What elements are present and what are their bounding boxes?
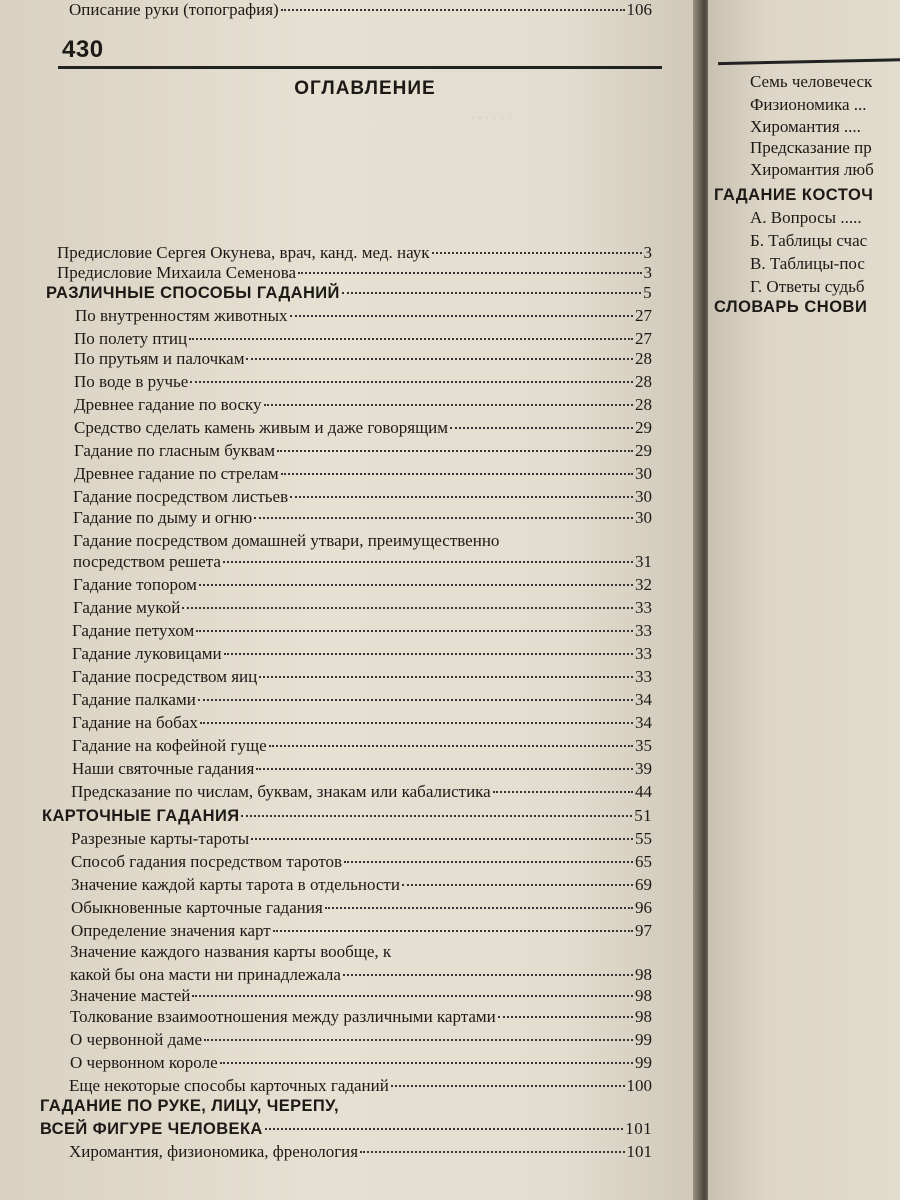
dot-leader (298, 272, 641, 274)
toc-entry-page: 33 (635, 667, 652, 686)
toc-entry-title: Толкование взаимоотношения между различными картами (70, 1007, 496, 1026)
toc-entry-title: Гадание на кофейной гуще (72, 736, 267, 755)
toc-row (71, 829, 652, 849)
toc-row (75, 306, 652, 326)
toc-entry-page: 30 (635, 464, 652, 483)
toc-row (71, 875, 652, 895)
toc-entry-page: 5 (643, 283, 652, 302)
toc-entry-page: 101 (626, 1142, 652, 1161)
toc-row (71, 852, 652, 872)
toc-entry-page: 51 (634, 806, 652, 825)
toc-entry-title: Гадание по дыму и огню (73, 508, 253, 527)
toc-entry-page: 31 (635, 552, 652, 571)
toc-row: Б. Таблицы счас (750, 231, 868, 250)
toc-row: В. Таблицы-пос (750, 254, 865, 273)
toc-row (72, 621, 652, 641)
toc-entry-page: 28 (635, 395, 652, 414)
toc-entry-title: Гадание мукой (73, 598, 181, 617)
toc-row (74, 418, 652, 438)
toc-entry-title: Значение каждого названия карты вообще, к (70, 942, 392, 961)
toc-section-row (46, 283, 652, 303)
page-number: 430 (62, 36, 104, 63)
toc-entry-title: О червонной даме (70, 1030, 203, 1049)
toc-entry-page: 35 (635, 736, 652, 755)
dot-leader (432, 252, 642, 254)
toc-row: Предсказание пр (750, 138, 872, 157)
toc-entry-page: 33 (635, 598, 652, 617)
dot-leader (246, 358, 633, 360)
toc-entry-page: 98 (635, 986, 652, 1005)
toc-row (70, 1030, 652, 1050)
dot-leader (196, 630, 633, 632)
dot-leader (198, 699, 633, 701)
toc-row: А. Вопросы ..... (750, 208, 862, 227)
toc-entry-page: 97 (635, 921, 652, 940)
toc-entry-title: ВСЕЙ ФИГУРЕ ЧЕЛОВЕКА (40, 1120, 263, 1138)
dot-leader (189, 338, 633, 340)
toc-row: Хиромантия люб (750, 160, 874, 179)
toc-row (73, 487, 652, 507)
toc-entry-title: О червонном короле (70, 1053, 218, 1072)
dot-leader (450, 427, 633, 429)
toc-entry-title: По внутренностям животных (75, 306, 288, 325)
toc-row (74, 349, 652, 369)
toc-entry-page: 98 (635, 1007, 652, 1026)
toc-entry-title: Древнее гадание по воску (74, 395, 262, 414)
toc-row (72, 667, 652, 687)
dot-leader (281, 473, 633, 475)
dot-leader (190, 381, 633, 383)
toc-row (69, 1076, 652, 1096)
toc-entry-title: КАРТОЧНЫЕ ГАДАНИЯ (42, 807, 240, 825)
toc-entry-page: 106 (626, 0, 652, 19)
dot-leader (290, 315, 633, 317)
dot-leader (224, 653, 633, 655)
toc-entry-page: 29 (635, 418, 652, 437)
toc-entry-page: 29 (635, 441, 652, 460)
toc-entry-title: Гадание посредством яиц (72, 667, 258, 686)
header-rule (718, 58, 900, 65)
dot-leader (251, 838, 633, 840)
dot-leader (269, 745, 633, 747)
toc-row (72, 736, 652, 756)
toc-row (72, 644, 652, 664)
toc-entry-page: 99 (635, 1030, 652, 1049)
toc-row (74, 464, 652, 484)
toc-entry-page: 27 (635, 329, 652, 348)
dot-leader (254, 517, 633, 519)
toc-entry-title: По воде в ручье (74, 372, 189, 391)
right-page (708, 0, 900, 1200)
dot-leader (290, 496, 633, 498)
toc-entry-title: Хиромантия, физиономика, френология (69, 1142, 359, 1161)
toc-entry-title: По полету птиц (74, 329, 188, 348)
dot-leader (343, 974, 633, 976)
toc-entry-page: 3 (643, 243, 652, 262)
toc-entry-title: Древнее гадание по стрелам (74, 464, 279, 483)
toc-entry-title: Гадание топором (73, 575, 197, 594)
toc-row (74, 329, 652, 349)
toc-entry-page: 39 (635, 759, 652, 778)
toc-entry-title: По прутьям и палочкам (74, 349, 245, 368)
toc-entry-title: РАЗЛИЧНЫЕ СПОСОБЫ ГАДАНИЙ (46, 284, 340, 302)
toc-section-row (42, 806, 652, 826)
dot-leader (223, 561, 633, 563)
dot-leader (220, 1062, 633, 1064)
toc-row (73, 531, 652, 551)
toc-entry-title: Гадание по гласным буквам (74, 441, 276, 460)
toc-row (70, 986, 652, 1006)
toc-entry-title: Гадание посредством домашней утвари, преимущественно (73, 531, 500, 550)
toc-entry-page: 30 (635, 487, 652, 506)
toc-entry-page: 96 (635, 898, 652, 917)
toc-entry-title: Еще некоторые способы карточных гаданий (69, 1076, 389, 1095)
dot-leader (325, 907, 633, 909)
toc-entry-page: 32 (635, 575, 652, 594)
dot-leader (273, 930, 633, 932)
toc-row (71, 782, 652, 802)
toc-entry-page: 65 (635, 852, 652, 871)
toc-row (72, 690, 652, 710)
toc-entry-page: 69 (635, 875, 652, 894)
toc-section-row (40, 1119, 652, 1139)
toc-row (73, 508, 652, 528)
toc-entry-page: 34 (635, 713, 652, 732)
toc-row: Хиромантия .... (750, 117, 861, 136)
toc-entry-page: 98 (635, 965, 652, 984)
toc-entry-title: Гадание палками (72, 690, 196, 709)
toc-entry-title: Значение мастей (70, 986, 191, 1005)
toc-entry-title: Гадание луковицами (72, 644, 222, 663)
toc-entry-title: Описание руки (топография) (69, 0, 279, 19)
toc-entry-page: 55 (635, 829, 652, 848)
toc-row (69, 0, 652, 20)
toc-row: Физиономика ... (750, 95, 867, 114)
page-title: ОГЛАВЛЕНИЕ (294, 78, 436, 99)
toc-row (69, 1142, 652, 1162)
dot-leader (182, 607, 633, 609)
dot-leader (264, 404, 633, 406)
dot-leader (199, 584, 633, 586)
dot-leader (493, 791, 633, 793)
toc-row (71, 898, 652, 918)
toc-entry-title: Способ гадания посредством таротов (71, 852, 343, 871)
toc-entry-title: Гадание петухом (72, 621, 195, 640)
toc-row (57, 243, 652, 263)
toc-section-row: СЛОВАРЬ СНОВИ (714, 298, 868, 316)
toc-row (73, 552, 652, 572)
toc-row (74, 395, 652, 415)
dot-leader (360, 1151, 624, 1153)
dot-leader (200, 722, 633, 724)
toc-entry-page: 33 (635, 621, 652, 640)
dot-leader (344, 861, 633, 863)
dot-leader (391, 1085, 625, 1087)
toc-entry-page: 30 (635, 508, 652, 527)
toc-entry-page: 3 (643, 263, 652, 282)
toc-entry-title: ГАДАНИЕ ПО РУКЕ, ЛИЦУ, ЧЕРЕПУ, (40, 1097, 339, 1115)
toc-entry-title: какой бы она масти ни принадлежала (70, 965, 341, 984)
dot-leader (498, 1016, 633, 1018)
toc-row (72, 759, 652, 779)
dot-leader (241, 815, 632, 817)
toc-entry-page: 28 (635, 349, 652, 368)
dot-leader (265, 1128, 624, 1130)
dot-leader (277, 450, 633, 452)
toc-entry-page: 100 (626, 1076, 652, 1095)
toc-entry-title: Предисловие Михаила Семенова (57, 263, 297, 282)
toc-row (73, 575, 652, 595)
toc-entry-page: 27 (635, 306, 652, 325)
toc-entry-page: 101 (625, 1119, 652, 1138)
toc-row (72, 713, 652, 733)
dot-leader (256, 768, 633, 770)
toc-entry-title: Предисловие Сергея Окунева, врач, канд. мед. наук (57, 243, 430, 262)
toc-entry-title: Значение каждой карты тарота в отдельности (71, 875, 400, 894)
toc-entry-title: посредством решета (73, 552, 221, 571)
toc-entry-title: Разрезные карты-тароты (71, 829, 250, 848)
toc-entry-page: 44 (635, 782, 652, 801)
toc-row (71, 921, 652, 941)
dot-leader (342, 292, 641, 294)
toc-entry-page: 34 (635, 690, 652, 709)
dot-leader (192, 995, 633, 997)
toc-row (70, 942, 652, 962)
toc-row (57, 263, 652, 283)
bleed-through-text: · · · · · · (470, 110, 513, 125)
dot-leader (402, 884, 633, 886)
toc-entry-title: Гадание на бобах (72, 713, 198, 732)
toc-section-row: ГАДАНИЕ КОСТОЧ (714, 186, 874, 204)
toc-row (74, 441, 652, 461)
toc-section-row (40, 1096, 652, 1116)
toc-row (70, 1053, 652, 1073)
toc-row: Г. Ответы судьб (750, 277, 865, 296)
toc-entry-title: Средство сделать камень живым и даже говорящим (74, 418, 449, 437)
toc-row (73, 598, 652, 618)
toc-entry-title: Гадание посредством листьев (73, 487, 289, 506)
dot-leader (259, 676, 633, 678)
toc-entry-title: Наши святочные гадания (72, 759, 255, 778)
toc-entry-page: 28 (635, 372, 652, 391)
toc-entry-title: Предсказание по числам, буквам, знакам или кабалистика (71, 782, 491, 801)
toc-row (70, 965, 652, 985)
dot-leader (281, 9, 625, 11)
toc-row (74, 372, 652, 392)
toc-entry-page: 33 (635, 644, 652, 663)
dot-leader (204, 1039, 633, 1041)
toc-row (70, 1007, 652, 1027)
toc-entry-title: Обыкновенные карточные гадания (71, 898, 323, 917)
toc-entry-page: 99 (635, 1053, 652, 1072)
toc-row: Семь человеческ (750, 72, 873, 91)
toc-entry-title: Определение значения карт (71, 921, 271, 940)
